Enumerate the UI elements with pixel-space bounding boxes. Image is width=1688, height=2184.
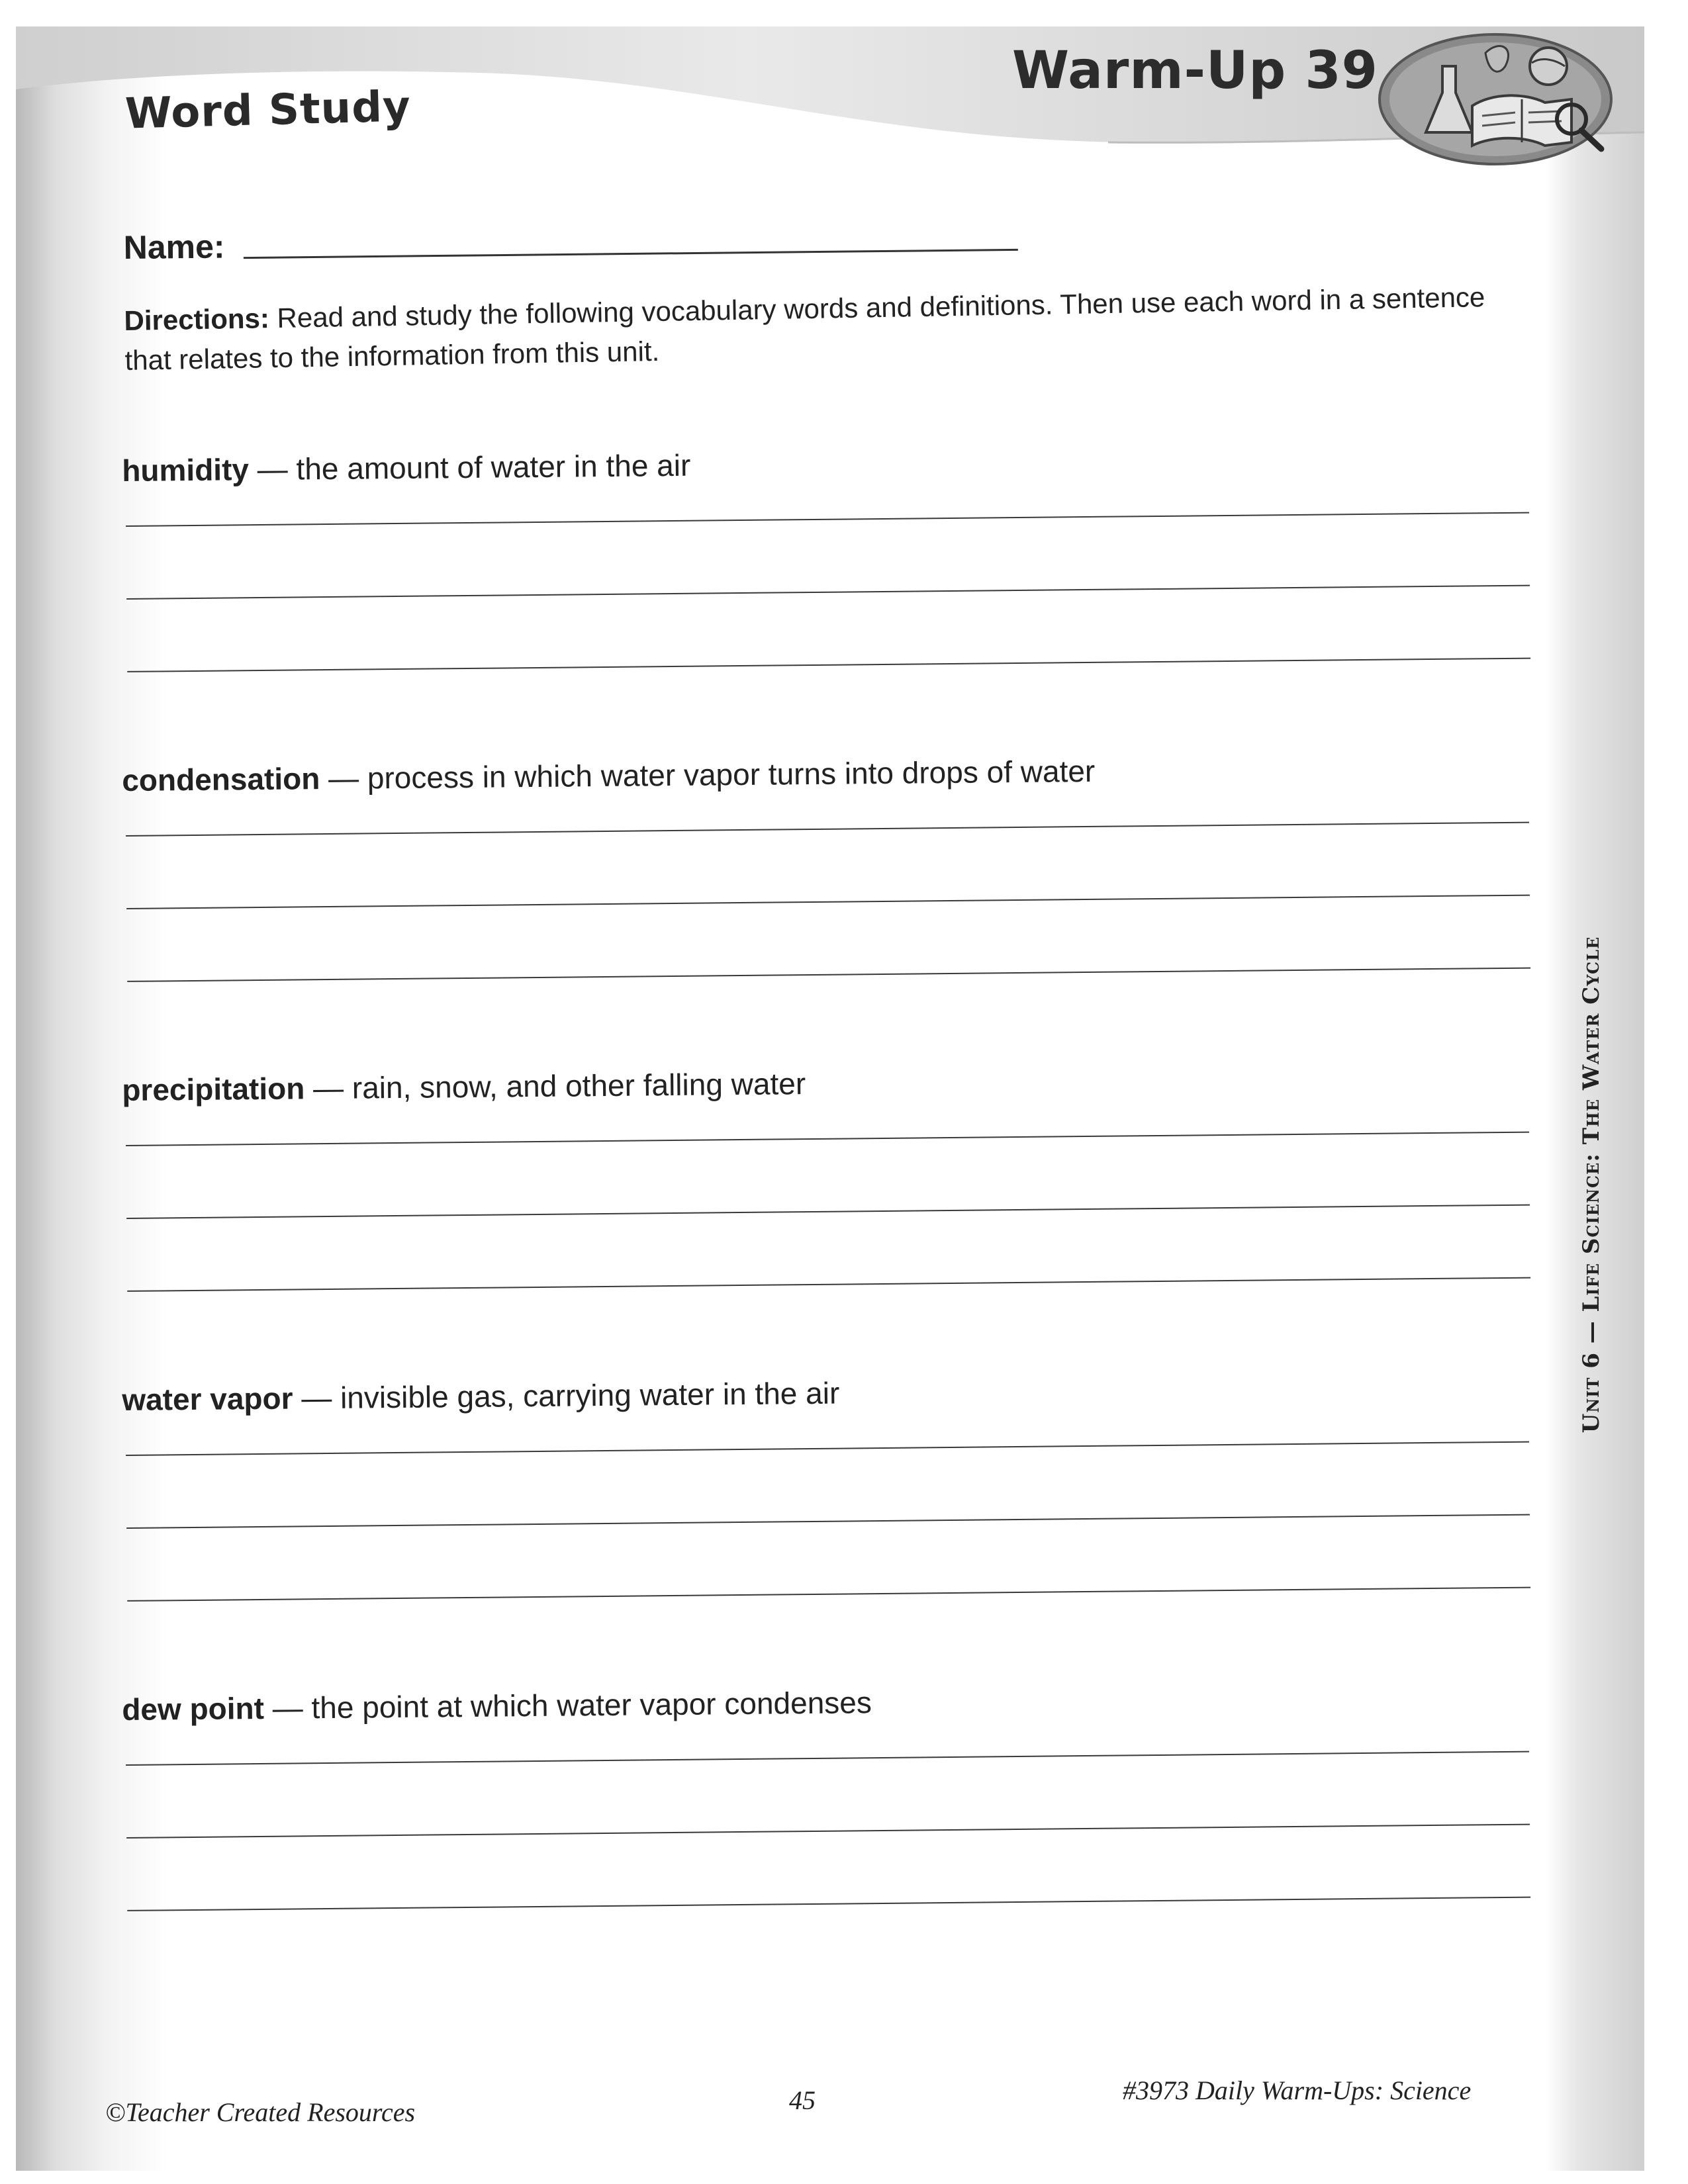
- worksheet-page: [16, 26, 1644, 2171]
- name-row: [123, 219, 1017, 267]
- footer-copyright: ©Teacher Created Resources: [105, 2097, 416, 2127]
- answer-line[interactable]: [127, 658, 1530, 672]
- unit-side-label: [1578, 927, 1638, 1443]
- vocab-definition: rain, snow, and other falling water: [352, 1066, 806, 1105]
- vocab-entry: [122, 437, 1532, 491]
- dash: —: [312, 1070, 344, 1106]
- vocab-term: dew point: [122, 1690, 265, 1727]
- page-footer: [16, 2075, 1644, 2138]
- answer-line[interactable]: [127, 1277, 1530, 1292]
- vocab-entry: [122, 1366, 1532, 1420]
- vocab-term: condensation: [122, 761, 320, 797]
- section-label: Word Study: [124, 82, 412, 139]
- vocab-definition: the point at which water vapor condenses: [311, 1685, 872, 1725]
- dash: —: [301, 1380, 332, 1416]
- footer-page-number: 45: [789, 2085, 816, 2115]
- answer-line[interactable]: [127, 968, 1530, 982]
- vocab-entry: [122, 1676, 1532, 1730]
- answer-line[interactable]: [127, 1587, 1530, 1602]
- vocab-term: water vapor: [122, 1381, 293, 1417]
- vocab-definition: invisible gas, carrying water in the air: [340, 1375, 840, 1415]
- answer-line[interactable]: [126, 1132, 1529, 1146]
- name-label: Name:: [123, 228, 225, 267]
- answer-line[interactable]: [126, 822, 1529, 837]
- answer-line[interactable]: [126, 1824, 1530, 1839]
- science-book-icon: [1373, 26, 1618, 165]
- answer-line[interactable]: [126, 585, 1530, 600]
- dash: —: [257, 451, 288, 487]
- answer-line[interactable]: [126, 512, 1529, 527]
- vocab-item-condensation: [122, 747, 1534, 982]
- directions-label: Directions:: [124, 302, 270, 336]
- vocab-term: humidity: [122, 452, 250, 488]
- answer-line[interactable]: [126, 1205, 1530, 1219]
- directions: [124, 277, 1502, 381]
- dash: —: [272, 1690, 303, 1725]
- vocab-item-water-vapor: [122, 1366, 1534, 1602]
- vocab-item-precipitation: [122, 1056, 1534, 1292]
- vocab-item-humidity: [122, 437, 1534, 672]
- name-field[interactable]: [244, 249, 1018, 259]
- answer-line[interactable]: [126, 895, 1530, 909]
- directions-text: Read and study the following vocabulary words and definitions. Then use each word in a sentence that relates to the information from this unit.: [124, 281, 1485, 376]
- answer-line[interactable]: [126, 1751, 1529, 1766]
- vocab-definition: the amount of water in the air: [296, 447, 691, 486]
- dash: —: [328, 760, 359, 796]
- vocab-entry: [122, 1056, 1532, 1111]
- vocab-entry: [122, 747, 1532, 801]
- warmup-title: Warm-Up 39: [1012, 41, 1378, 101]
- unit-side-label-text: Unit 6 — Life Science: The Water Cycle: [1578, 936, 1605, 1433]
- vocab-item-dew-point: [122, 1676, 1534, 1911]
- vocab-term: precipitation: [122, 1071, 305, 1107]
- vocab-definition: process in which water vapor turns into drops of water: [367, 753, 1096, 796]
- answer-line[interactable]: [126, 1441, 1529, 1456]
- answer-line[interactable]: [127, 1897, 1530, 1911]
- answer-line[interactable]: [126, 1514, 1530, 1529]
- footer-book-title: #3973 Daily Warm-Ups: Science: [1123, 2075, 1472, 2105]
